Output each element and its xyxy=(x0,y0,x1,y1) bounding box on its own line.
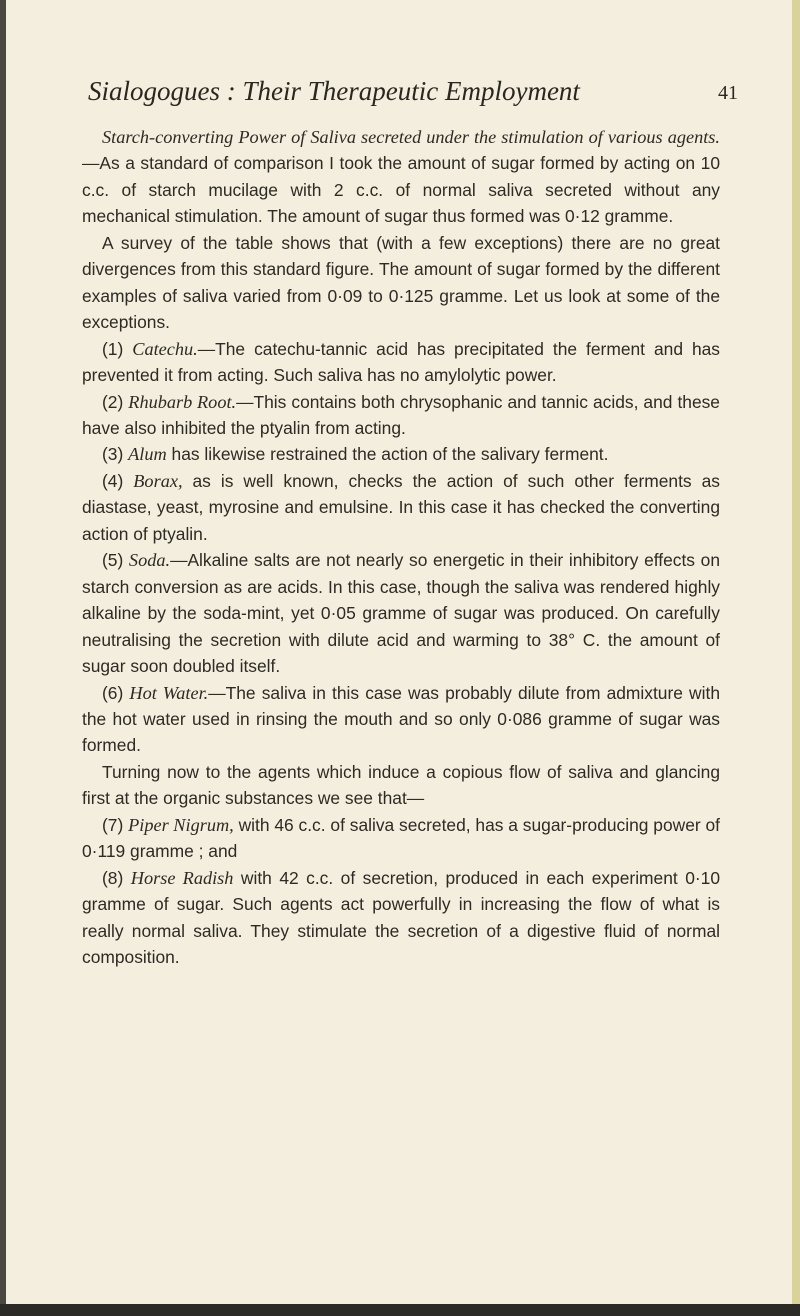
item-term: Hot Water. xyxy=(129,682,209,703)
item-number: (5) xyxy=(102,550,124,571)
paragraph-text: —The catechu-tannic acid has precipitated the ferment and has prevented it from acting. Such saliva has no amylolytic power. xyxy=(82,338,721,386)
paragraph-text: —Alkaline salts are not nearly so energetic in their inhibitory effects on starch conversion as are acids. In this case, though the saliva was rendered highly alkaline by the soda-mint, yet 0·05 gramme of sugar was produced. On carefully neutralising the secretion with dilute acid and warming to 38° C. the amount of sugar soon doubled itself. xyxy=(82,550,720,677)
page-edge-bottom xyxy=(0,1304,800,1316)
item-term: Horse Radish xyxy=(130,867,234,888)
paragraph-catechu xyxy=(82,336,720,389)
paragraph-text: as is well known, checks the action of such other ferments as diastase, yeast, myrosine and emulsine. In this case it has checked the converting action of ptyalin. xyxy=(82,470,720,544)
page-edge-right xyxy=(792,0,800,1316)
paragraph-text: Turning now to the agents which induce a copious flow of saliva and glancing first at the organic substances we see that— xyxy=(82,761,720,809)
running-head xyxy=(88,76,748,116)
body-text xyxy=(82,124,720,971)
paragraph-horse-radish xyxy=(82,865,720,971)
paragraph-hot-water xyxy=(82,680,720,759)
item-term: Soda. xyxy=(128,550,171,571)
item-term: Alum xyxy=(128,444,167,465)
section-heading: Starch-converting Power of Saliva secreted under the stimulation of various agents. xyxy=(102,127,720,147)
paragraph-text: has likewise restrained the action of the salivary ferment. xyxy=(171,444,609,465)
paragraph-starch-converting-power xyxy=(82,124,720,230)
running-head-title: Sialogogues : Their Therapeutic Employment xyxy=(88,76,580,106)
paragraph-text: —As a standard of comparison I took the amount of sugar formed by acting on 10 c.c. of starch mucilage with 2 c.c. of normal saliva secreted without any mechanical stimulation. The amount of sugar thus formed was 0·12 gramme. xyxy=(82,153,720,227)
item-number: (7) xyxy=(102,814,124,835)
paragraph-alum xyxy=(82,441,720,467)
item-number: (6) xyxy=(102,682,124,703)
item-number: (3) xyxy=(102,444,124,465)
item-number: (8) xyxy=(102,867,124,888)
paragraph-text: —The saliva in this case was probably dilute from admixture with the hot water used in rinsing the mouth and so only 0·086 gramme of sugar was formed. xyxy=(82,682,720,756)
item-term: Piper Nigrum, xyxy=(128,814,234,835)
item-term: Rhubarb Root. xyxy=(128,391,237,412)
paragraph-rhubarb-root xyxy=(82,389,720,442)
item-number: (2) xyxy=(102,391,124,412)
paragraph-text: with 42 c.c. of secretion, produced in each experiment 0·10 gramme of sugar. Such agents act powerfully in increasing the flow of what is really normal saliva. They stimulate the secretion of a digestive fluid of normal composition. xyxy=(82,867,720,968)
paragraph-piper-nigrum xyxy=(82,812,720,865)
item-number: (1) xyxy=(102,338,124,359)
paragraph-text: A survey of the table shows that (with a few exceptions) there are no great divergences from this standard figure. The amount of sugar formed by the different examples of saliva varied from 0·09 to 0·125 gramme. Let us look at some of the exceptions. xyxy=(82,232,720,333)
paragraph-borax xyxy=(82,468,720,547)
paragraph-text: —This contains both chrysophanic and tannic acids, and these have also inhibited the ptyalin from acting. xyxy=(82,391,720,438)
paragraph-text: with 46 c.c. of saliva secreted, has a sugar-producing power of 0·119 gramme ; and xyxy=(82,814,720,862)
paragraph-turning-now xyxy=(82,759,720,812)
item-number: (4) xyxy=(102,470,124,491)
item-term: Catechu. xyxy=(132,338,198,359)
page-number: 41 xyxy=(718,82,738,104)
item-term: Borax, xyxy=(133,470,183,491)
paragraph-survey xyxy=(82,230,720,336)
paragraph-soda xyxy=(82,547,720,679)
